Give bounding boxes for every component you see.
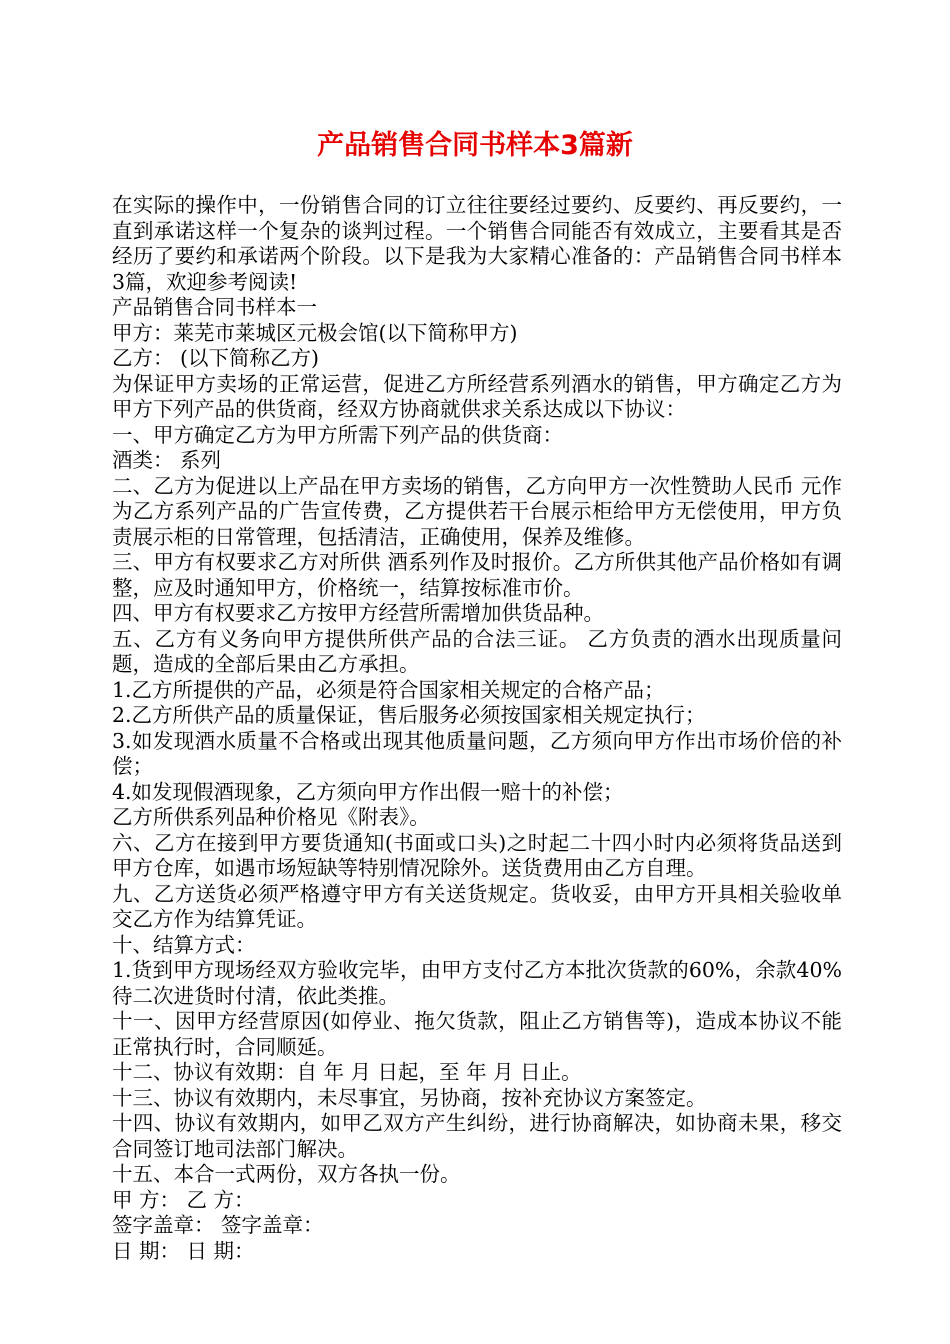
clause-12: 十二、协议有效期：自 年 月 日起，至 年 月 日止。	[112, 1060, 582, 1084]
sub-item-3: 3.如发现酒水质量不合格或出现其他质量问题，乙方须向甲方作出市场价倍的补偿；	[112, 728, 842, 778]
clause-15: 十五、本合一式两份，双方各执一份。	[112, 1162, 461, 1186]
purpose-paragraph: 为保证甲方卖场的正常运营，促进乙方所经营系列酒水的销售，甲方确定乙方为甲方下列产品的供货商，经双方协商就供求关系达成以下协议：	[112, 371, 842, 421]
clause-11: 十一、因甲方经营原因(如停业、拖欠货款，阻止乙方销售等)，造成本协议不能正常执行时，合同顺延。	[112, 1009, 842, 1059]
clause-6: 六、乙方在接到甲方要货通知(书面或口头)之时起二十四小时内必须将货品送到甲方仓库，如遇市场短缺等特别情况除外。送货费用由乙方自理。	[112, 830, 842, 880]
signature-parties: 甲 方： 乙 方：	[112, 1187, 255, 1212]
clause-9: 九、乙方送货必须严格遵守甲方有关送货规定。货收妥，由甲方开具相关验收单交乙方作为结算凭证。	[112, 881, 842, 931]
party-a-line: 甲方：莱芜市莱城区元极会馆(以下简称甲方)	[112, 320, 518, 345]
clause-1: 一、甲方确定乙方为甲方所需下列产品的供货商：	[112, 422, 563, 447]
signature-date: 日 期： 日 期：	[112, 1238, 255, 1263]
sample-heading: 产品销售合同书样本一	[112, 295, 317, 319]
intro-paragraph: 在实际的操作中，一份销售合同的订立往往要经过要约、反要约、再反要约，一直到承诺这样一个复杂的谈判过程。一个销售合同能否有效成立，主要看其是否经历了要约和承诺两个阶段。以下是我为大家精心准备的：产品销售合同书样本3篇，欢迎参考阅读!	[112, 193, 842, 294]
price-list-line: 乙方所供系列品种价格见《附表》。	[112, 805, 430, 829]
clause-14: 十四、协议有效期内，如甲乙双方产生纠纷，进行协商解决，如协商未果，移交合同签订地司法部门解决。	[112, 1111, 842, 1161]
settlement-item-1: 1.货到甲方现场经双方验收完毕，由甲方支付乙方本批次货款的60%，余款40%待二次进货时付清，依此类推。	[112, 958, 842, 1008]
clause-13: 十三、协议有效期内，未尽事宜，另协商，按补充协议方案签定。	[112, 1085, 707, 1110]
sub-item-1: 1.乙方所提供的产品，必须是符合国家相关规定的合格产品；	[112, 677, 665, 702]
document-title: 产品销售合同书样本3篇新	[317, 130, 633, 161]
document-body	[112, 193, 842, 1264]
clause-4: 四、甲方有权要求乙方按甲方经营所需增加供货品种。	[112, 601, 604, 625]
sub-item-4: 4.如发现假酒现象，乙方须向甲方作出假一赔十的补偿；	[112, 779, 624, 804]
signature-seal: 签字盖章： 签字盖章：	[112, 1213, 324, 1237]
clause-10: 十、结算方式：	[112, 932, 256, 957]
clause-5: 五、乙方有义务向甲方提供所供产品的合法三证。 乙方负责的酒水出现质量问题，造成的全部后果由乙方承担。	[112, 626, 842, 676]
clause-2: 二、乙方为促进以上产品在甲方卖场的销售，乙方向甲方一次性赞助人民币 元作为乙方系列产品的广告宣传费，乙方提供若干台展示柜给甲方无偿使用，甲方负责展示柜的日常管理，包括清洁，正确使用，保养及维修。	[112, 473, 842, 549]
party-b-line: 乙方： (以下简称乙方)	[112, 346, 320, 370]
liquor-type-line: 酒类： 系列	[112, 448, 222, 472]
sub-item-2: 2.乙方所供产品的质量保证，售后服务必须按国家相关规定执行；	[112, 703, 706, 727]
clause-3: 三、甲方有权要求乙方对所供 酒系列作及时报价。乙方所供其他产品价格如有调整，应及时通知甲方，价格统一，结算按标准市价。	[112, 550, 842, 600]
